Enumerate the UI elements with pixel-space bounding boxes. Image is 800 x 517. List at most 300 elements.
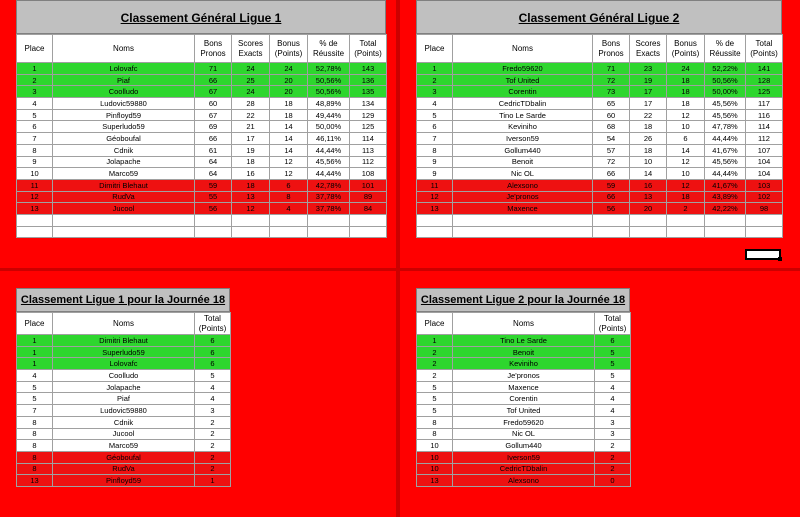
- cell-total[interactable]: 3: [595, 428, 631, 440]
- table-row: [417, 156, 783, 168]
- cell-nom[interactable]: Gollum440: [453, 144, 593, 156]
- cell-scores[interactable]: 26: [630, 133, 667, 145]
- cell-nom[interactable]: Keviniho: [453, 121, 593, 133]
- cell-total[interactable]: 2: [195, 451, 231, 463]
- cell-pct[interactable]: 41,67%: [705, 179, 746, 191]
- cell-bons[interactable]: 69: [195, 121, 232, 133]
- cell-bons[interactable]: 60: [593, 109, 630, 121]
- cell-bonus[interactable]: 4: [270, 203, 308, 215]
- cell-nom[interactable]: Iverson59: [453, 133, 593, 145]
- cell-scores[interactable]: 24: [232, 86, 270, 98]
- cell-nom[interactable]: Coolludo: [53, 370, 195, 382]
- cell-nom[interactable]: CedricTDbalin: [453, 463, 595, 475]
- cell-nom[interactable]: Gollum440: [453, 440, 595, 452]
- cell-place[interactable]: 11: [17, 179, 53, 191]
- cell-total[interactable]: 89: [350, 191, 387, 203]
- cell-nom[interactable]: [453, 214, 593, 226]
- cell-scores[interactable]: 18: [232, 156, 270, 168]
- cell-scores[interactable]: 17: [630, 98, 667, 110]
- cell-pct[interactable]: 45,56%: [705, 156, 746, 168]
- cell-bonus[interactable]: 12: [270, 168, 308, 180]
- cell-place[interactable]: 13: [417, 203, 453, 215]
- cell-bonus[interactable]: 10: [667, 121, 705, 133]
- cell-scores[interactable]: 24: [232, 63, 270, 75]
- cell-nom[interactable]: Dimitri Blehaut: [53, 179, 195, 191]
- cell-place[interactable]: 2: [417, 358, 453, 370]
- cell-nom[interactable]: Corentin: [453, 86, 593, 98]
- cell-place[interactable]: 8: [417, 416, 453, 428]
- cell-total[interactable]: 2: [195, 463, 231, 475]
- cell-place[interactable]: 1: [17, 358, 53, 370]
- cell-bonus[interactable]: 8: [270, 191, 308, 203]
- cell-nom[interactable]: Tof United: [453, 405, 595, 417]
- cell-bons[interactable]: 56: [593, 203, 630, 215]
- cell-nom[interactable]: Superludo59: [53, 346, 195, 358]
- cell-bons[interactable]: 72: [593, 156, 630, 168]
- cell-scores[interactable]: 19: [630, 74, 667, 86]
- cell-place[interactable]: 5: [417, 109, 453, 121]
- cell-pct[interactable]: 47,78%: [705, 121, 746, 133]
- cell-place[interactable]: 7: [17, 405, 53, 417]
- cell-scores[interactable]: 22: [232, 109, 270, 121]
- cell-place[interactable]: 10: [17, 168, 53, 180]
- cell-nom[interactable]: Piaf: [53, 393, 195, 405]
- cell-place[interactable]: 9: [17, 156, 53, 168]
- cell-place[interactable]: 1: [17, 335, 53, 347]
- cell-pct[interactable]: 46,11%: [308, 133, 350, 145]
- cell-nom[interactable]: Ludovic59880: [53, 98, 195, 110]
- cell-nom[interactable]: Je'pronos: [453, 191, 593, 203]
- cell-nom[interactable]: Tino Le Sarde: [453, 109, 593, 121]
- cell-total[interactable]: 84: [350, 203, 387, 215]
- cell-nom[interactable]: [53, 214, 195, 226]
- cell-bons[interactable]: 59: [593, 179, 630, 191]
- cell-scores[interactable]: 21: [232, 121, 270, 133]
- cell-total[interactable]: 2: [195, 428, 231, 440]
- cell-place[interactable]: 1: [17, 346, 53, 358]
- cell-total[interactable]: 114: [746, 121, 783, 133]
- fill-handle[interactable]: [778, 257, 782, 261]
- cell-place[interactable]: 8: [17, 451, 53, 463]
- cell-nom[interactable]: Pinfloyd59: [53, 109, 195, 121]
- cell-place[interactable]: 5: [417, 381, 453, 393]
- cell-place[interactable]: 1: [417, 63, 453, 75]
- cell-bonus[interactable]: 20: [270, 86, 308, 98]
- cell-nom[interactable]: Cdnik: [53, 144, 195, 156]
- cell-nom[interactable]: Superludo59: [53, 121, 195, 133]
- cell-total[interactable]: 129: [350, 109, 387, 121]
- cell-bons[interactable]: 64: [195, 156, 232, 168]
- cell-bons[interactable]: 71: [593, 63, 630, 75]
- cell-place[interactable]: 10: [417, 440, 453, 452]
- cell-total[interactable]: 2: [595, 440, 631, 452]
- cell-place[interactable]: 8: [417, 428, 453, 440]
- cell-place[interactable]: 5: [417, 405, 453, 417]
- cell-place[interactable]: 2: [417, 346, 453, 358]
- cell-total[interactable]: 107: [746, 144, 783, 156]
- cell-bons[interactable]: 66: [593, 168, 630, 180]
- cell-nom[interactable]: Marco59: [53, 168, 195, 180]
- cell-scores[interactable]: 16: [630, 179, 667, 191]
- cell-total[interactable]: 98: [746, 203, 783, 215]
- cell-total[interactable]: 125: [350, 121, 387, 133]
- cell-total[interactable]: [350, 226, 387, 238]
- cell-place[interactable]: 5: [17, 109, 53, 121]
- cell-total[interactable]: 5: [595, 346, 631, 358]
- cell-bonus[interactable]: 18: [270, 109, 308, 121]
- cell-bons[interactable]: 66: [593, 191, 630, 203]
- cell-place[interactable]: [17, 214, 53, 226]
- cell-bonus[interactable]: 6: [667, 133, 705, 145]
- cell-total[interactable]: [350, 214, 387, 226]
- cell-scores[interactable]: 18: [630, 121, 667, 133]
- cell-place[interactable]: 9: [417, 168, 453, 180]
- cell-total[interactable]: 125: [746, 86, 783, 98]
- table-row: [417, 370, 631, 382]
- cell-nom[interactable]: Benoit: [453, 346, 595, 358]
- cell-scores[interactable]: 28: [232, 98, 270, 110]
- cell-nom[interactable]: Alexsono: [453, 179, 593, 191]
- cell-nom[interactable]: Marco59: [53, 440, 195, 452]
- cell-place[interactable]: 12: [417, 191, 453, 203]
- cell-nom[interactable]: Coolludo: [53, 86, 195, 98]
- cell-scores[interactable]: 13: [630, 191, 667, 203]
- cell-bons[interactable]: 64: [195, 168, 232, 180]
- cell-scores[interactable]: [630, 214, 667, 226]
- cell-total[interactable]: 141: [746, 63, 783, 75]
- cell-place[interactable]: 4: [17, 98, 53, 110]
- cell-nom[interactable]: Alexsono: [453, 475, 595, 487]
- cell-total[interactable]: 108: [350, 168, 387, 180]
- cell-place[interactable]: 10: [417, 451, 453, 463]
- cell-nom[interactable]: Pinfloyd59: [53, 475, 195, 487]
- cell-total[interactable]: 128: [746, 74, 783, 86]
- cell-place[interactable]: 2: [417, 74, 453, 86]
- cell-bonus[interactable]: 14: [270, 121, 308, 133]
- cell-total[interactable]: [746, 226, 783, 238]
- cell-bonus[interactable]: 6: [270, 179, 308, 191]
- cell-total[interactable]: 4: [195, 393, 231, 405]
- cell-pct[interactable]: 45,56%: [705, 98, 746, 110]
- cell-bons[interactable]: 54: [593, 133, 630, 145]
- cell-total[interactable]: 5: [595, 370, 631, 382]
- table-row: [17, 156, 387, 168]
- cell-place[interactable]: 8: [17, 416, 53, 428]
- cell-nom[interactable]: Ludovic59880: [53, 405, 195, 417]
- header-noms: Noms: [453, 35, 593, 63]
- cell-total[interactable]: 101: [350, 179, 387, 191]
- cell-place[interactable]: 4: [417, 98, 453, 110]
- cell-bonus[interactable]: 20: [270, 74, 308, 86]
- cell-nom[interactable]: RudVa: [53, 191, 195, 203]
- cell-scores[interactable]: 18: [630, 144, 667, 156]
- cell-nom[interactable]: Géoboufal: [53, 451, 195, 463]
- cell-bons[interactable]: [195, 226, 232, 238]
- cell-scores[interactable]: 23: [630, 63, 667, 75]
- cell-bons[interactable]: 66: [195, 74, 232, 86]
- cell-bonus[interactable]: [667, 226, 705, 238]
- cell-total[interactable]: 2: [595, 451, 631, 463]
- cell-bonus[interactable]: [270, 226, 308, 238]
- cell-bonus[interactable]: 10: [667, 168, 705, 180]
- cell-nom[interactable]: Iverson59: [453, 451, 595, 463]
- cell-pct[interactable]: 37,78%: [308, 191, 350, 203]
- cell-nom[interactable]: Fredo59620: [453, 416, 595, 428]
- cell-nom[interactable]: Je'pronos: [453, 370, 595, 382]
- panel-general-ligue2: [416, 0, 782, 238]
- cell-pct[interactable]: 41,67%: [705, 144, 746, 156]
- cell-total[interactable]: 4: [595, 405, 631, 417]
- cell-bonus[interactable]: 12: [667, 156, 705, 168]
- cell-bonus[interactable]: 2: [667, 203, 705, 215]
- cell-bonus[interactable]: 12: [667, 109, 705, 121]
- cell-place[interactable]: 8: [17, 428, 53, 440]
- cell-total[interactable]: 1: [195, 475, 231, 487]
- cell-scores[interactable]: 19: [232, 144, 270, 156]
- cell-scores[interactable]: 17: [630, 86, 667, 98]
- cell-total[interactable]: 102: [746, 191, 783, 203]
- cell-pct[interactable]: [308, 214, 350, 226]
- cell-place[interactable]: 1: [417, 335, 453, 347]
- cell-scores[interactable]: 25: [232, 74, 270, 86]
- cell-total[interactable]: 6: [195, 335, 231, 347]
- cell-bonus[interactable]: 14: [270, 133, 308, 145]
- cell-total[interactable]: 6: [195, 358, 231, 370]
- cell-pct[interactable]: 44,44%: [705, 133, 746, 145]
- cell-bonus[interactable]: 24: [270, 63, 308, 75]
- cell-nom[interactable]: CedricTDbalin: [453, 98, 593, 110]
- cell-total[interactable]: 112: [350, 156, 387, 168]
- cell-pct[interactable]: 50,56%: [308, 86, 350, 98]
- cell-pct[interactable]: 37,78%: [308, 203, 350, 215]
- table-row: [17, 358, 231, 370]
- cell-place[interactable]: 9: [417, 156, 453, 168]
- cell-total[interactable]: 114: [350, 133, 387, 145]
- cell-place[interactable]: 6: [17, 121, 53, 133]
- cell-bons[interactable]: 73: [593, 86, 630, 98]
- cell-bons[interactable]: 60: [195, 98, 232, 110]
- cell-total[interactable]: 4: [595, 381, 631, 393]
- cell-bonus[interactable]: 18: [667, 98, 705, 110]
- cell-total[interactable]: 5: [595, 358, 631, 370]
- cell-bons[interactable]: [593, 226, 630, 238]
- cell-total[interactable]: 104: [746, 156, 783, 168]
- cell-bons[interactable]: 66: [195, 133, 232, 145]
- selected-cell[interactable]: [745, 249, 781, 260]
- cell-place[interactable]: [17, 226, 53, 238]
- cell-pct[interactable]: [705, 226, 746, 238]
- cell-bons[interactable]: 65: [593, 98, 630, 110]
- cell-bons[interactable]: 71: [195, 63, 232, 75]
- cell-pct[interactable]: 49,44%: [308, 109, 350, 121]
- cell-bons[interactable]: 68: [593, 121, 630, 133]
- cell-pct[interactable]: 52,22%: [705, 63, 746, 75]
- cell-place[interactable]: 4: [17, 370, 53, 382]
- cell-nom[interactable]: Jucool: [53, 428, 195, 440]
- table-row: [17, 335, 231, 347]
- cell-scores[interactable]: 13: [232, 191, 270, 203]
- cell-nom[interactable]: Nic OL: [453, 428, 595, 440]
- cell-nom[interactable]: Fredo59620: [453, 63, 593, 75]
- cell-total[interactable]: 112: [746, 133, 783, 145]
- cell-place[interactable]: [417, 226, 453, 238]
- cell-scores[interactable]: [232, 226, 270, 238]
- cell-total[interactable]: 3: [195, 405, 231, 417]
- cell-bonus[interactable]: 24: [667, 63, 705, 75]
- cell-bons[interactable]: 57: [593, 144, 630, 156]
- cell-total[interactable]: 136: [350, 74, 387, 86]
- cell-pct[interactable]: 50,56%: [308, 74, 350, 86]
- cell-total[interactable]: 113: [350, 144, 387, 156]
- cell-pct[interactable]: 50,56%: [705, 74, 746, 86]
- cell-total[interactable]: 103: [746, 179, 783, 191]
- cell-bonus[interactable]: 14: [270, 144, 308, 156]
- table-row: [417, 121, 783, 133]
- table-row: [417, 463, 631, 475]
- cell-bonus[interactable]: 14: [667, 144, 705, 156]
- cell-pct[interactable]: 45,56%: [705, 109, 746, 121]
- cell-place[interactable]: 7: [17, 133, 53, 145]
- cell-place[interactable]: 5: [17, 393, 53, 405]
- cell-place[interactable]: 5: [17, 381, 53, 393]
- cell-nom[interactable]: Dimitri Blehaut: [53, 335, 195, 347]
- cell-scores[interactable]: 12: [232, 203, 270, 215]
- cell-bons[interactable]: 59: [195, 179, 232, 191]
- cell-nom[interactable]: Maxence: [453, 381, 595, 393]
- cell-nom[interactable]: [53, 226, 195, 238]
- cell-place[interactable]: 2: [417, 370, 453, 382]
- cell-nom[interactable]: Jolapache: [53, 156, 195, 168]
- cell-bonus[interactable]: [667, 214, 705, 226]
- cell-scores[interactable]: [232, 214, 270, 226]
- cell-place[interactable]: 2: [17, 74, 53, 86]
- cell-total[interactable]: 4: [595, 393, 631, 405]
- cell-total[interactable]: 6: [595, 335, 631, 347]
- cell-pct[interactable]: 50,00%: [308, 121, 350, 133]
- cell-scores[interactable]: [630, 226, 667, 238]
- cell-bons[interactable]: 61: [195, 144, 232, 156]
- cell-bonus[interactable]: 12: [667, 179, 705, 191]
- cell-total[interactable]: 116: [746, 109, 783, 121]
- cell-place[interactable]: 12: [17, 191, 53, 203]
- cell-nom[interactable]: Cdnik: [53, 416, 195, 428]
- cell-total[interactable]: 3: [595, 416, 631, 428]
- cell-bons[interactable]: 67: [195, 109, 232, 121]
- cell-pct[interactable]: 52,78%: [308, 63, 350, 75]
- header-place: Place: [417, 35, 453, 63]
- cell-total[interactable]: 0: [595, 475, 631, 487]
- cell-bons[interactable]: 67: [195, 86, 232, 98]
- cell-total[interactable]: 134: [350, 98, 387, 110]
- cell-pct[interactable]: 48,89%: [308, 98, 350, 110]
- cell-place[interactable]: 13: [417, 475, 453, 487]
- cell-nom[interactable]: Nic OL: [453, 168, 593, 180]
- cell-place[interactable]: 8: [17, 440, 53, 452]
- cell-scores[interactable]: 20: [630, 203, 667, 215]
- cell-place[interactable]: 10: [417, 463, 453, 475]
- cell-place[interactable]: [417, 214, 453, 226]
- cell-nom[interactable]: Maxence: [453, 203, 593, 215]
- cell-total[interactable]: 2: [195, 416, 231, 428]
- cell-pct[interactable]: 44,44%: [705, 168, 746, 180]
- cell-place[interactable]: 8: [417, 144, 453, 156]
- cell-place[interactable]: 13: [17, 203, 53, 215]
- cell-pct[interactable]: 42,22%: [705, 203, 746, 215]
- cell-scores[interactable]: 22: [630, 109, 667, 121]
- cell-nom[interactable]: Tof United: [453, 74, 593, 86]
- cell-scores[interactable]: 16: [232, 168, 270, 180]
- cell-bonus[interactable]: 18: [270, 98, 308, 110]
- cell-pct[interactable]: 43,89%: [705, 191, 746, 203]
- cell-scores[interactable]: 18: [232, 179, 270, 191]
- cell-bons[interactable]: 56: [195, 203, 232, 215]
- cell-pct[interactable]: [705, 214, 746, 226]
- cell-total[interactable]: 143: [350, 63, 387, 75]
- cell-pct[interactable]: 44,44%: [308, 144, 350, 156]
- cell-total[interactable]: 104: [746, 168, 783, 180]
- cell-pct[interactable]: 45,56%: [308, 156, 350, 168]
- cell-place[interactable]: 1: [17, 63, 53, 75]
- cell-scores[interactable]: 10: [630, 156, 667, 168]
- cell-nom[interactable]: Benoit: [453, 156, 593, 168]
- cell-nom[interactable]: Keviniho: [453, 358, 595, 370]
- cell-total[interactable]: 5: [195, 370, 231, 382]
- cell-pct[interactable]: 42,78%: [308, 179, 350, 191]
- cell-total[interactable]: 2: [195, 440, 231, 452]
- cell-total[interactable]: 117: [746, 98, 783, 110]
- cell-place[interactable]: 7: [417, 133, 453, 145]
- cell-scores[interactable]: 17: [232, 133, 270, 145]
- cell-nom[interactable]: [453, 226, 593, 238]
- cell-bons[interactable]: 55: [195, 191, 232, 203]
- cell-bonus[interactable]: 18: [667, 74, 705, 86]
- cell-bons[interactable]: [593, 214, 630, 226]
- cell-place[interactable]: 8: [17, 144, 53, 156]
- cell-bonus[interactable]: [270, 214, 308, 226]
- cell-nom[interactable]: Tino Le Sarde: [453, 335, 595, 347]
- cell-nom[interactable]: Corentin: [453, 393, 595, 405]
- cell-pct[interactable]: 44,44%: [308, 168, 350, 180]
- cell-total[interactable]: 2: [595, 463, 631, 475]
- cell-nom[interactable]: Piaf: [53, 74, 195, 86]
- cell-nom[interactable]: Jolapache: [53, 381, 195, 393]
- cell-nom[interactable]: Géoboufal: [53, 133, 195, 145]
- cell-bons[interactable]: 72: [593, 74, 630, 86]
- cell-place[interactable]: 8: [17, 463, 53, 475]
- cell-place[interactable]: 3: [417, 86, 453, 98]
- cell-nom[interactable]: Lolovafc: [53, 63, 195, 75]
- cell-bonus[interactable]: 18: [667, 86, 705, 98]
- cell-bons[interactable]: [195, 214, 232, 226]
- cell-pct[interactable]: [308, 226, 350, 238]
- cell-place[interactable]: 3: [17, 86, 53, 98]
- cell-nom[interactable]: Lolovafc: [53, 358, 195, 370]
- cell-total[interactable]: 135: [350, 86, 387, 98]
- cell-total[interactable]: 6: [195, 346, 231, 358]
- cell-place[interactable]: 5: [417, 393, 453, 405]
- cell-scores[interactable]: 14: [630, 168, 667, 180]
- cell-nom[interactable]: RudVa: [53, 463, 195, 475]
- cell-bonus[interactable]: 12: [270, 156, 308, 168]
- cell-place[interactable]: 6: [417, 121, 453, 133]
- cell-total[interactable]: 4: [195, 381, 231, 393]
- cell-bonus[interactable]: 18: [667, 191, 705, 203]
- cell-pct[interactable]: 50,00%: [705, 86, 746, 98]
- cell-place[interactable]: 11: [417, 179, 453, 191]
- cell-place[interactable]: 13: [17, 475, 53, 487]
- cell-nom[interactable]: Jucool: [53, 203, 195, 215]
- cell-total[interactable]: [746, 214, 783, 226]
